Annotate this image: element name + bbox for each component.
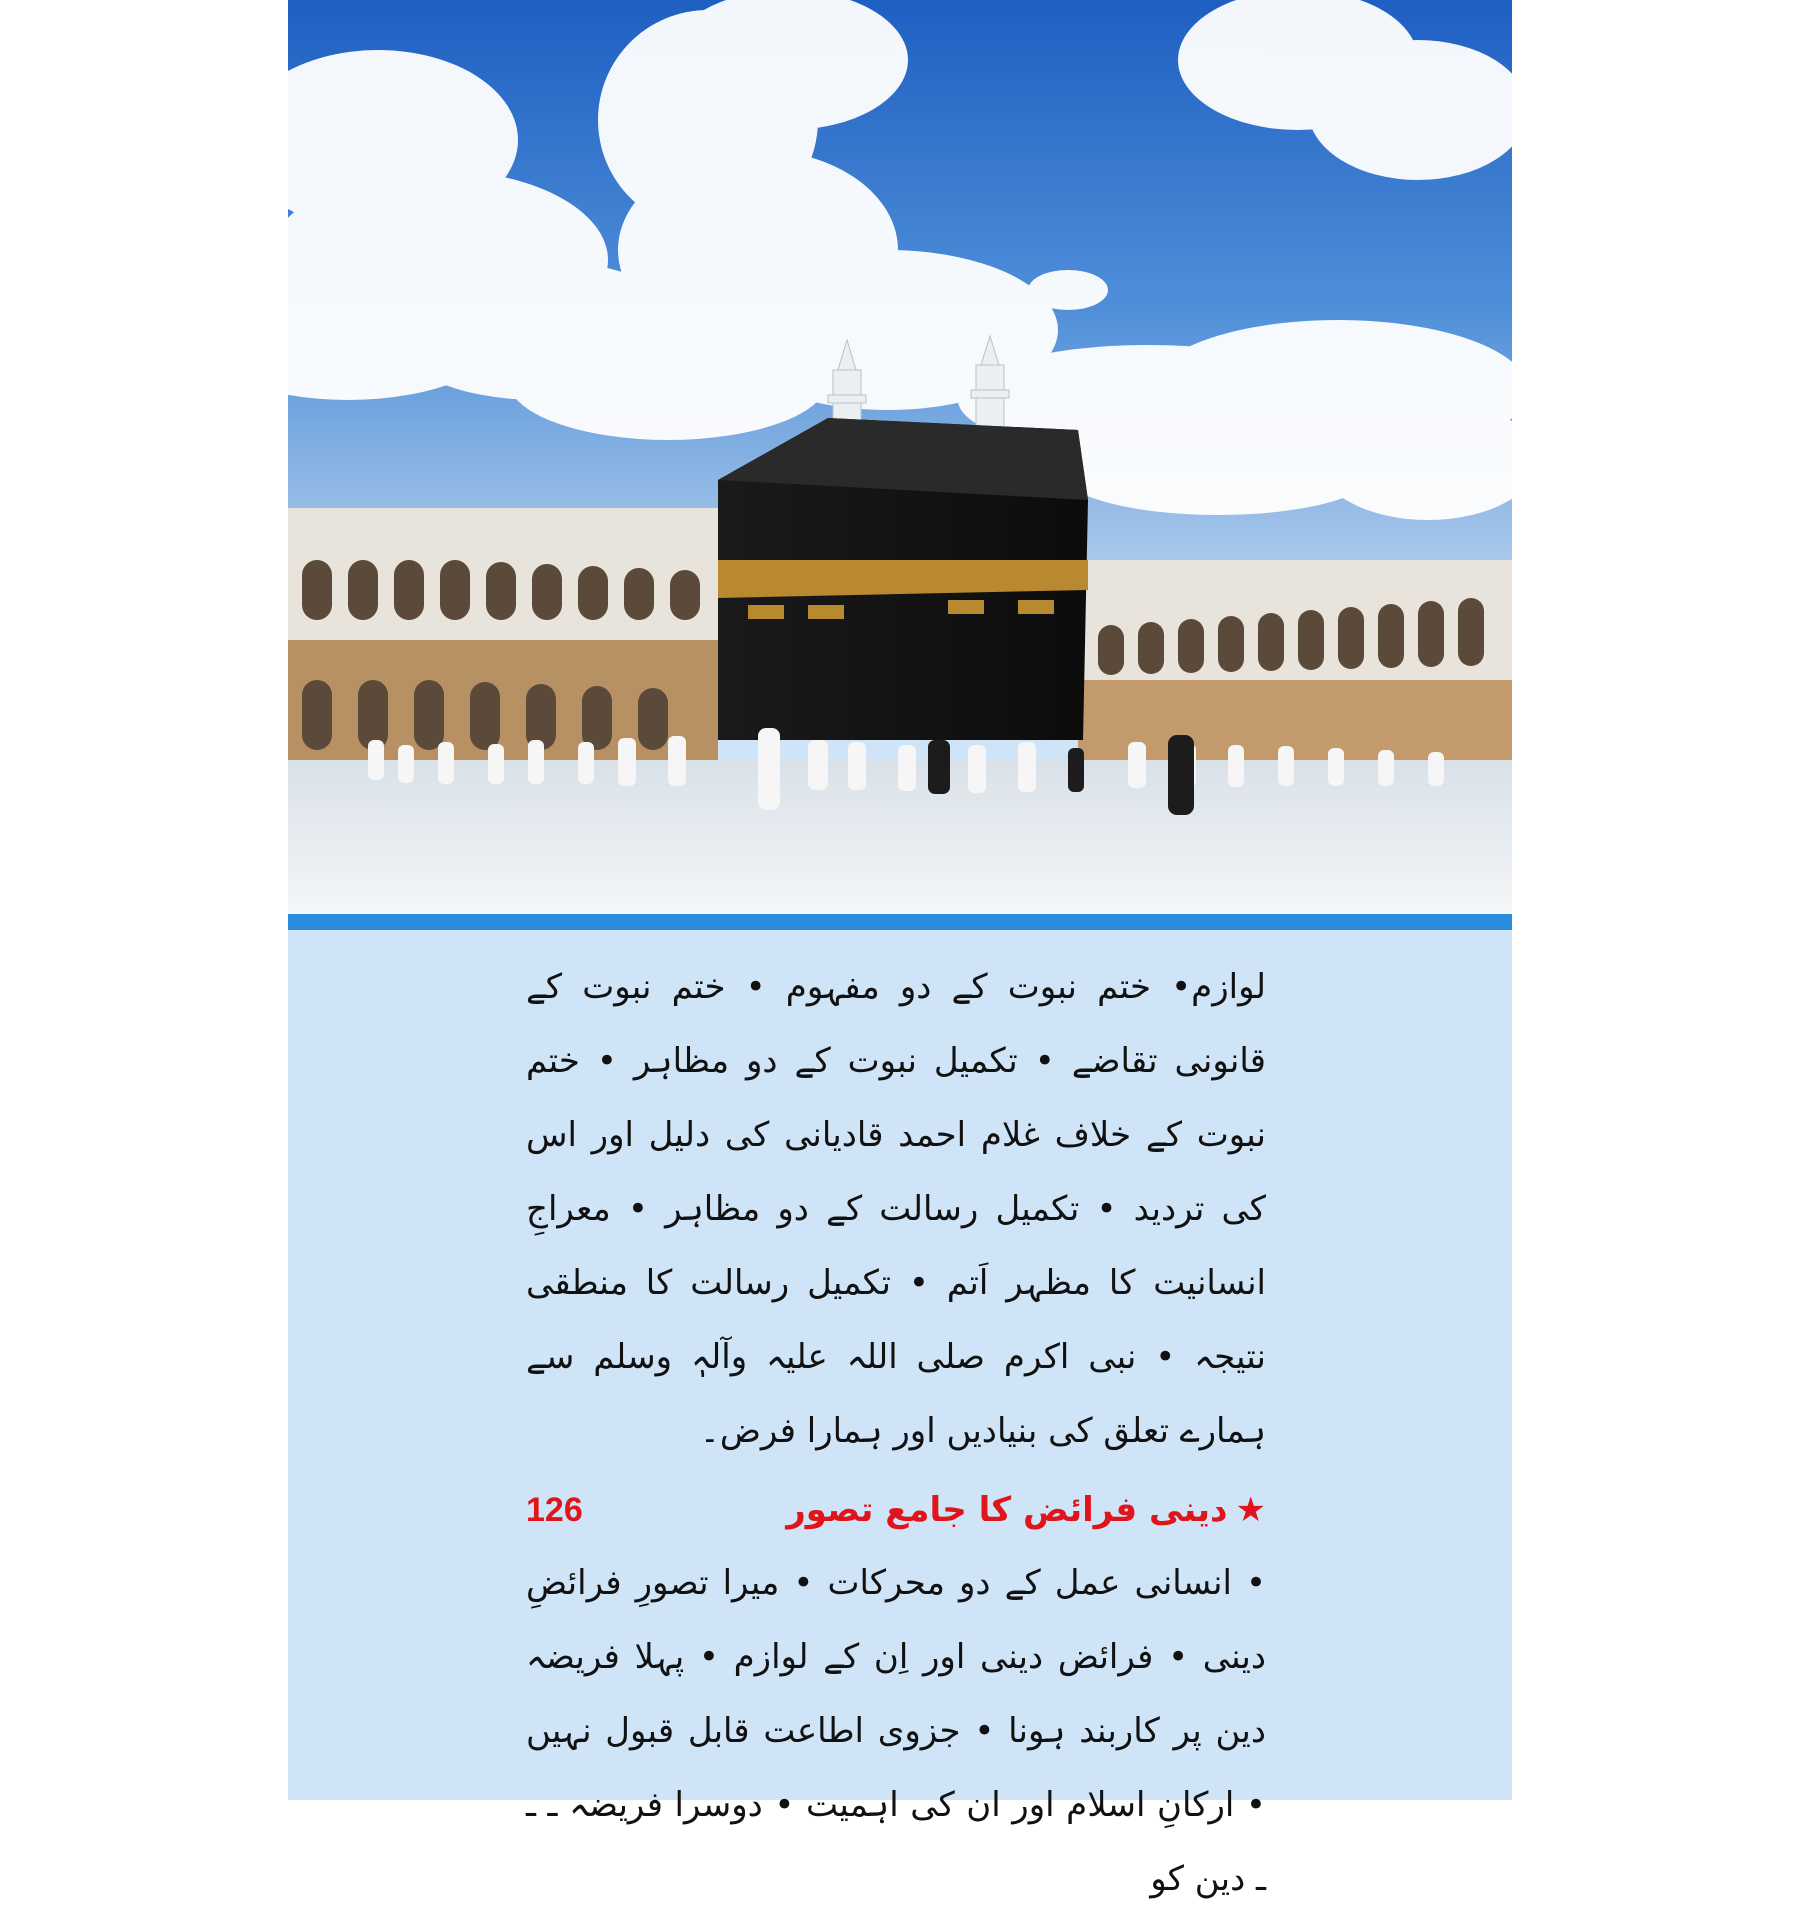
- section-title: دینی فرائض کا جامع تصور: [786, 1490, 1228, 1530]
- page-number: 126: [526, 1491, 583, 1529]
- star-icon: ★: [1235, 1490, 1266, 1530]
- section-heading-row: [526, 1480, 1266, 1540]
- paragraph-topics-2: • انسانی عمل کے دو محرکات • میرا تصورِ فرائضِ دینی • فرائض دینی اور اِن کے لوازم • پہلا فریضہ دین پر کاربند ہونا • جزوی اطاعت قابل قبول نہیں • ارکانِ اسلام اور ان کی اہمیت • دوسرا فریضہ ـ ـ ـ دین کو: [526, 1563, 1266, 1899]
- blue-divider-bar: [288, 914, 1512, 930]
- paragraph-topics-1: لوازم• ختم نبوت کے دو مفہوم • ختم نبوت کے قانونی تقاضے • تکمیل نبوت کے دو مظاہر • ختم نبوت کے خلاف غلام احمد قادیانی کی دلیل اور اس کی تردید • تکمیل رسالت کے دو مظاہر • معراجِ انسانیت کا مظہر اَتم • تکمیل رسالت کا منطقی نتیجہ • نبی اکرم صلی اللہ علیہ وآلہٖ وسلم سے ہمارے تعلق کی بنیادیں اور ہمارا فرض۔: [526, 967, 1266, 1451]
- section-heading: [786, 1480, 1266, 1540]
- book-page: [288, 0, 1512, 1899]
- kaaba-photo: [288, 0, 1512, 914]
- text-content: [526, 950, 1266, 1916]
